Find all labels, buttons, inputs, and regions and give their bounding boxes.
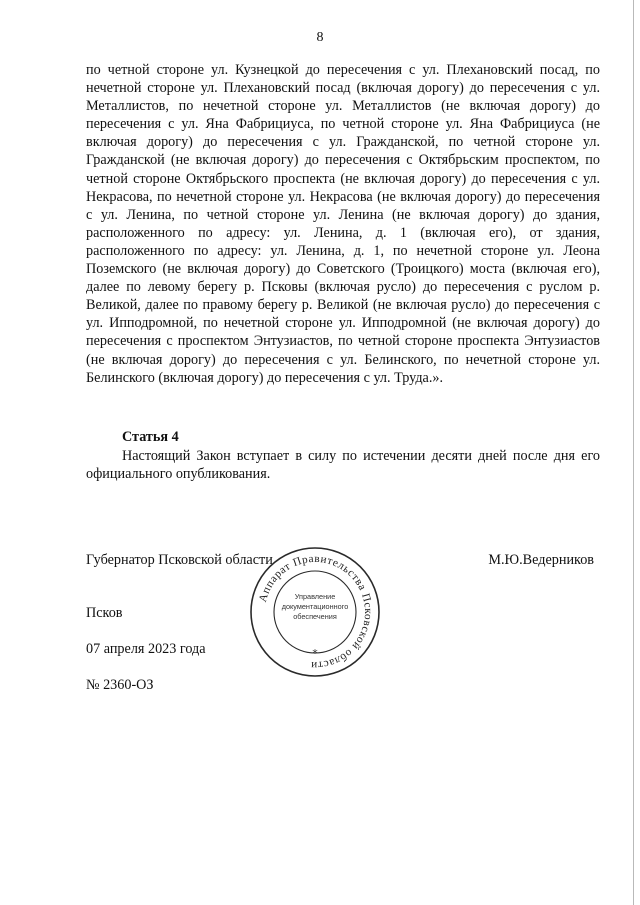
signer-name: М.Ю.Ведерников (488, 552, 594, 568)
page-number: 8 (316, 30, 324, 45)
article-4 (86, 428, 600, 483)
signer-position: Губернатор Псковской области (86, 552, 273, 568)
seal-inner-line-3: обеспечения (293, 612, 337, 621)
official-seal (248, 545, 382, 679)
seal-inner-line-1: Управление (294, 592, 336, 601)
article-title: Статья 4 (122, 429, 179, 445)
signing-date: 07 апреля 2023 года (86, 641, 206, 657)
law-body-text: по четной стороне ул. Кузнецкой до пересечения с ул. Плехановский посад, по нечетной стороне ул. Плехановский посад (включая дорогу) до пересечения с ул. Металлистов, по нечетной стороне ул. Металлистов (не включая дорогу) до пересечения с ул. Яна Фабрициуса, по четной стороне ул. Яна Фабрициуса (не включая дорогу) до пересечения с ул. Гражданской, по четной стороне ул. Гражданской (не включая дорогу) до пересечения с Октябрьским проспектом, по четной стороне Октябрьского проспекта (не включая дорогу) до пересечения с ул. Некрасова, по нечетной стороне ул. Некрасова (не включая дорогу) до пересечения с ул. Ленина, по четной стороне ул. Ленина (не включая дорогу) до здания, расположенного по адресу: ул. Ленина, д. 1 (включая его), от здания, расположенного по адресу: ул. Ленина, д. 1, по нечетной стороне ул. Леона Поземского (не включая дорогу) до Советского (Троицкого) моста (включая его), далее по левому берегу р. Псковы (включая русло) до пересечения с руслом р. Великой, далее по правому берегу р. Великой (не включая русло) до пересечения с ул. Ипподромной, по нечетной стороне ул. Ипподромной (не включая дорогу) до пересечения с проспектом Энтузиастов, по четной стороне проспекта Энтузиастов (не включая дорогу) до пересечения с ул. Белинского, по нечетной стороне ул. Белинского (включая дорогу) до пересечения с ул. Труда.». (86, 62, 600, 386)
seal-inner-text (272, 592, 358, 622)
place-of-signing: Псков (86, 605, 123, 621)
page-edge-line (633, 0, 634, 905)
article-text: Настоящий Закон вступает в силу по истечении десяти дней после дня его официального опубликования. (86, 448, 600, 483)
seal-inner-line-2: документационного (281, 602, 349, 611)
seal-ring-text: Аппарат Правительства Псковской области (257, 552, 375, 672)
law-number: № 2360-ОЗ (86, 677, 154, 693)
seal-star-icon: * (312, 647, 318, 660)
